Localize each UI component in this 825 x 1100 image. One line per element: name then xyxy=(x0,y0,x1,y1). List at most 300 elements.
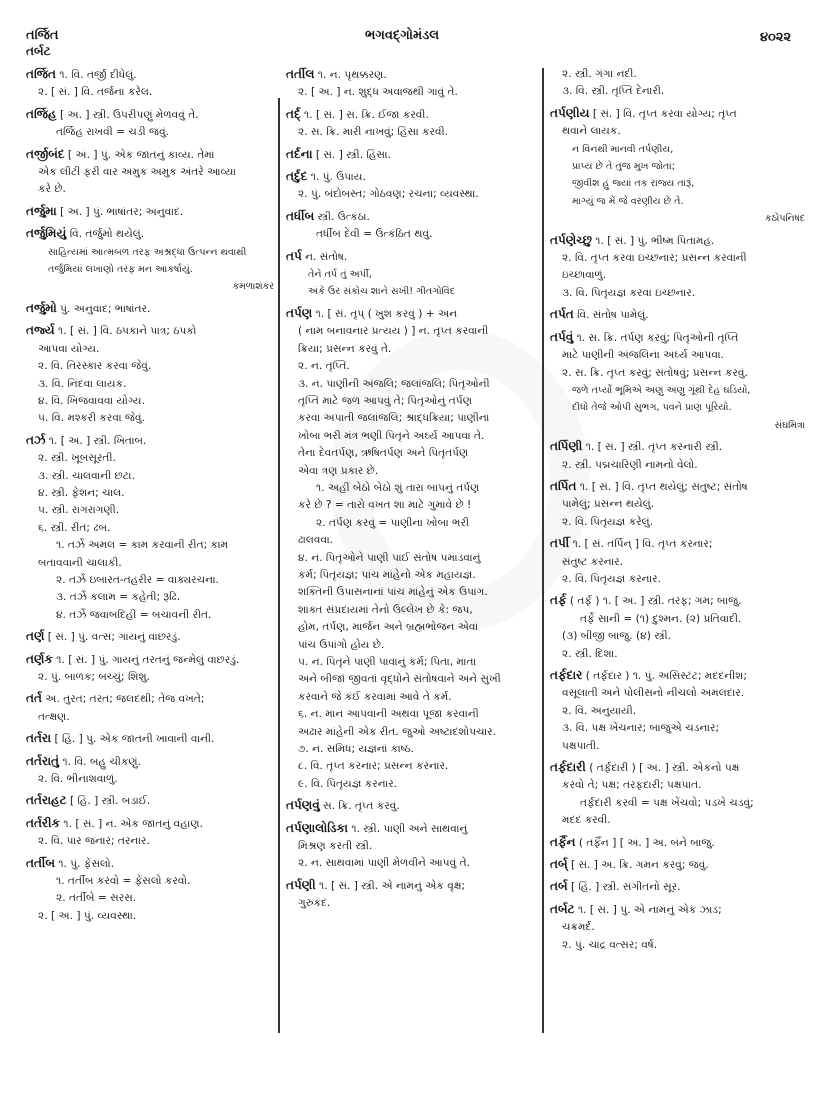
headword: તર્પણી xyxy=(286,877,316,892)
definition-text: ૨. સ્ત્રી. દિશા. xyxy=(562,647,618,660)
definition-text: ૨. વિ. ભીનાશવાળું. xyxy=(38,773,118,786)
dictionary-entry xyxy=(550,306,805,324)
definition-text: ૧. [ સં. ] વિ. ઠપકાને પાત્ર; ઠપકો xyxy=(58,325,197,338)
definition-text: ૨. [ સં. ] વિ. તર્જના કરેલ. xyxy=(38,86,153,99)
headword: તર્તીલ xyxy=(286,67,315,81)
definition-text: ૨. તર્ઝે ઇબારત-તહરીર = વાક્યરચના. xyxy=(56,573,219,586)
definition-line xyxy=(550,878,805,896)
definition-text: કરવાને જે કંઈ કરવામાં આવે તે કર્મ. xyxy=(298,690,452,703)
dictionary-entry xyxy=(550,834,805,852)
definition-line xyxy=(550,514,805,531)
definition-line xyxy=(26,730,274,748)
definition-line xyxy=(286,895,536,912)
definition-text: તર્જિહ રાખવી = ચડી જવું. xyxy=(56,126,170,139)
quotation-line xyxy=(550,141,805,158)
definition-line xyxy=(286,445,536,462)
definition-line xyxy=(550,496,805,513)
definition-line xyxy=(26,358,274,375)
definition-line xyxy=(26,410,274,427)
definition-text: જળે તર્પ્યો ભૂમિએ અણુ અણુ ગૂંથી દેહ ઘડિયો, xyxy=(572,384,751,396)
definition-line xyxy=(286,550,536,567)
definition-line xyxy=(26,225,274,243)
quotation-line xyxy=(550,399,805,416)
headword: તર્તરાહટ xyxy=(26,793,67,808)
definition-line xyxy=(550,66,805,83)
definition-line xyxy=(286,66,536,84)
definition-line xyxy=(26,855,274,873)
headword: તર્દના xyxy=(286,146,313,161)
headword: તર્ણક xyxy=(26,651,53,666)
definition-line xyxy=(550,457,805,474)
definition-text: કમળાશંકર xyxy=(232,281,274,293)
definition-text: કરે છે ? = તારો વખત શા માટે ગુમાવે છે ! xyxy=(298,499,472,512)
definition-line xyxy=(26,341,274,358)
definition-text: ૫. સ્ત્રી. રાગરાગણી. xyxy=(38,504,120,517)
definition-text: ૧. [ સં. ] સ્ત્રી. એ નામનું એક વૃક્ષ; xyxy=(319,879,466,892)
definition-line xyxy=(286,724,536,741)
definition-text: ૩. તર્ઝે કલામ = કહેતી; રૂઢિ. xyxy=(56,591,181,604)
dictionary-entry xyxy=(26,855,274,926)
headword: તર્જિત xyxy=(26,67,56,81)
dictionary-entry xyxy=(26,753,274,789)
definition-line xyxy=(286,358,536,375)
definition-text: તત્ક્ષણ. xyxy=(38,710,70,723)
definition-text: ૧. [ સં. ] સ્ત્રી. તૃપ્ત કરનારી સ્ત્રી. xyxy=(585,441,723,454)
definition-text: કરે છે. xyxy=(38,183,66,196)
definition-text: ૨. તર્તીબે = સરસ. xyxy=(56,892,137,905)
definition-text: પામેલું; પ્રસન્ન થયેલું. xyxy=(562,498,655,511)
dictionary-entry xyxy=(26,106,274,142)
definition-text: સંઘમિત્રા xyxy=(774,419,805,431)
headword: તર્તીબ xyxy=(26,855,55,870)
citation xyxy=(550,210,805,227)
definition-line xyxy=(26,792,274,810)
definition-text: તેને તર્પ તું અર્પી, xyxy=(308,269,372,281)
definition-line xyxy=(550,834,805,852)
page-title: ભગવદ્ગોમંડલ xyxy=(365,28,440,43)
dictionary-entry xyxy=(286,877,536,913)
definition-text: સંતુષ્ટ કરનાર. xyxy=(562,555,624,568)
definition-text: ૨. વિ. તૃપ્ત કરવા ઇચ્છનાર; પ્રસન્ન કરવાની xyxy=(562,252,747,265)
definition-text: [ અ. ] સ્ત્રી. ઉપરીપણું મેળવવું તે. xyxy=(59,108,199,121)
definition-line xyxy=(26,572,274,589)
definition-line xyxy=(26,106,274,124)
definition-text: તર્જુમિયાં લખાણો તરફ મન આકર્ષાયું. xyxy=(48,264,193,276)
definition-text: શાક્ત સંપ્રદાયમાં તેનો ઉલ્લેખ છે કે: જપ, xyxy=(298,603,473,616)
quotation-line xyxy=(26,261,274,278)
definition-line xyxy=(550,611,805,628)
headword: તર્ધીબ xyxy=(286,208,315,223)
definition-text: અ. તુરત; તરત; જલદથી; તેજ વખતે; xyxy=(45,693,205,706)
definition-line xyxy=(26,771,274,788)
definition-line xyxy=(550,812,805,829)
headword: તર્પી xyxy=(550,536,570,551)
definition-text: ૨. વિ. અનુયાયી. xyxy=(562,704,637,717)
definition-text: ૪. વિ. ખિજવાવવા યોગ્ય. xyxy=(38,394,145,407)
definition-text: દીધો તેજે ઓપી સુભગ, પવને પ્રાણ પૂરિયો. xyxy=(572,402,732,414)
quotation-line xyxy=(550,158,805,175)
definition-text: ઇચ્છાવાળું. xyxy=(562,269,607,282)
definition-text: ક્રિયા; પ્રસન્ન કરવું તે. xyxy=(298,342,392,355)
definition-line xyxy=(26,753,274,771)
definition-text: (૩) બીજી બાજુ. (૪) સ્ત્રી. xyxy=(562,630,672,643)
definition-text: વસૂલાતી અને પોલીસનો નીચલો અમલદાર. xyxy=(562,687,745,700)
definition-line xyxy=(26,203,274,221)
definition-line xyxy=(26,468,274,485)
definition-line xyxy=(26,628,274,646)
dictionary-entry xyxy=(550,856,805,874)
definition-text: ૩. ન. પાણીની અંજલિ; જલાંજલિ; પિતૃઓની xyxy=(298,377,490,390)
definition-text: ( તર્ફદારી ) [ અ. ] સ્ત્રી. એકનો પક્ષ xyxy=(589,762,740,775)
definition-text: ૨. ન. તૃપ્તિ. xyxy=(298,360,350,373)
definition-text: ૨. વિ. તિરસ્કાર કરવા જેવું. xyxy=(38,360,152,373)
definition-text: સાહિત્યમાં આત્મબળ તરફ અશ્રદ્ધા ઉત્પન્ન થવાથી xyxy=(48,246,247,258)
definition-text: આપવા યોગ્ય. xyxy=(38,342,100,355)
dictionary-entry xyxy=(26,146,274,199)
definition-text: ( તર્ફદાર ) ૧. પું. અસિસ્ટંટ; મદદનીશ; xyxy=(585,670,747,682)
definition-line xyxy=(550,438,805,456)
definition-line xyxy=(550,646,805,663)
definition-line xyxy=(286,877,536,895)
definition-line xyxy=(286,393,536,410)
definition-line xyxy=(550,795,805,812)
definition-line xyxy=(550,738,805,755)
definition-line xyxy=(550,592,805,610)
dictionary-entry xyxy=(286,146,536,164)
definition-line xyxy=(286,323,536,340)
definition-line xyxy=(286,758,536,775)
headword: તર્જુમિયું xyxy=(26,226,67,241)
definition-text: અંકે ઉર સંકોચ શાને સખી! ગીતગોવિંદ xyxy=(308,286,456,298)
definition-text: ૧. [ સં. ] ન. એક જાતનું વહાણ. xyxy=(63,817,204,830)
headword: તર્પિણી xyxy=(550,439,583,454)
definition-line xyxy=(286,797,536,815)
definition-line xyxy=(286,602,536,619)
definition-line xyxy=(550,667,805,685)
definition-text: વિ. સંતોષ પામેલું. xyxy=(577,309,649,322)
dictionary-entry xyxy=(550,478,805,531)
definition-text: અને બીજાં જીવતાં વૃદ્ધોને સંતોષવાને અને સુખી xyxy=(298,673,501,686)
definition-text: ૧. સ્ત્રી. પાણી અને સાથવાનું xyxy=(351,822,468,835)
definition-line xyxy=(26,537,274,554)
definition-text: ૫. ન. પિતૃને પાણી પાવાનું કર્મ; પિતા, માતા xyxy=(298,656,477,668)
definition-text: ૨. પું. બંદોબસ્ત; ગોઠવણ; રચના; વ્યવસ્થા. xyxy=(298,188,479,201)
definition-text: ૧. [ સં. તૃપ્ ( ખુશ કરવું ) + અન xyxy=(315,307,458,320)
quotation-line xyxy=(286,283,536,300)
citation xyxy=(550,417,805,434)
guide-word-bottom: તર્બટ xyxy=(26,44,51,58)
dictionary-entry xyxy=(26,792,274,810)
dictionary-entry xyxy=(286,248,536,301)
headword: તર્પણેચ્છુ xyxy=(550,232,592,247)
definition-line xyxy=(26,833,274,850)
definition-line xyxy=(286,226,536,243)
guide-word-top: તર્જિત xyxy=(26,28,59,43)
definition-line xyxy=(286,84,536,101)
definition-line xyxy=(286,654,536,671)
definition-line xyxy=(26,555,274,572)
definition-text: ( નામ બનાવનાર પ્રત્યય ) ] ન. તૃપ્ત કરવાની xyxy=(298,325,489,338)
definition-line xyxy=(26,164,274,181)
dictionary-entry xyxy=(26,225,274,296)
definition-text: પ્રાપ્ય છે તે તુજ મુખ જોતાં; xyxy=(572,161,675,173)
definition-text: ૪. તર્ઝે જવાબદિહી = બચાવની રીત. xyxy=(56,608,212,621)
definition-text: શક્તિની ઉપાસનાનાં પાંચ માંહેનું એક ઉપાંગ. xyxy=(298,586,488,599)
definition-line xyxy=(26,450,274,467)
definition-line xyxy=(550,123,805,140)
definition-text: ૨. પું. બાળક; બચ્ચું; શિશુ. xyxy=(38,671,151,683)
definition-text: ૨. પું. ચાંદ્ર વત્સર; વર્ષ. xyxy=(562,938,658,951)
definition-line xyxy=(286,410,536,427)
definition-text: [ સં. ] વિ. તૃપ્ત કરવા યોગ્ય; તૃપ્ત xyxy=(592,107,737,120)
definition-line xyxy=(26,432,274,450)
headword: તર્પણવું xyxy=(286,798,320,813)
definition-line xyxy=(26,815,274,833)
definition-line xyxy=(550,478,805,496)
definition-text: હોમ, તર્પણ, માર્જન અને બ્રહ્મભોજન એવાં xyxy=(298,621,479,634)
definition-line xyxy=(550,685,805,702)
dictionary-entry xyxy=(26,628,274,646)
headword: તર્તરાતું xyxy=(26,753,60,768)
definition-line xyxy=(550,285,805,302)
headword: તર્ફૈન xyxy=(550,834,576,849)
definition-line xyxy=(550,535,805,553)
definition-text: સ. ક્રિ. તૃપ્ત કરવું. xyxy=(323,800,400,813)
column-3 xyxy=(550,66,805,958)
definition-line xyxy=(26,66,274,84)
definition-text: ૧. અહીં બેઠો બેઠો શું તારા બાપનું તર્પણ xyxy=(316,481,480,494)
dictionary-entry xyxy=(550,901,805,954)
definition-text: પું. અનુવાદ; ભાષાંતર. xyxy=(60,302,151,315)
dictionary-entry xyxy=(550,592,805,663)
page-number: ૪૦૨૨ xyxy=(760,30,792,45)
definition-text: ૨. વિ. પાર જનાર; તરનાર. xyxy=(38,835,150,848)
definition-line xyxy=(286,497,536,514)
definition-line xyxy=(286,619,536,636)
dictionary-entry xyxy=(26,730,274,748)
definition-text: મિશ્રણ કરતી સ્ત્રી. xyxy=(298,840,373,853)
headword: તર્પ xyxy=(286,248,302,263)
definition-text: ૮. વિ. તૃપ્ત કરનાર; પ્રસન્ન કરનાર. xyxy=(298,760,449,773)
citation xyxy=(26,278,274,295)
definition-line xyxy=(550,628,805,645)
headword: તર્પણીય xyxy=(550,105,590,120)
definition-text: ૨. વિ. પિતૃયજ્ઞ કરનાર. xyxy=(562,572,662,585)
definition-text: ૨. સ્ત્રી. ગંગા નદી. xyxy=(562,68,637,80)
definition-text: ૩. વિ. પક્ષ ખેંચનાર; બાજુએ ચડનાર; xyxy=(562,722,720,735)
definition-line xyxy=(550,83,805,100)
headword: તર્ઝ xyxy=(26,432,46,447)
definition-line xyxy=(26,502,274,519)
headword: તર્તરા xyxy=(26,731,52,746)
definition-line xyxy=(286,741,536,758)
headword: તર્ત xyxy=(26,691,42,706)
definition-line xyxy=(286,106,536,124)
definition-line xyxy=(26,376,274,393)
dictionary-entry xyxy=(26,66,274,102)
dictionary-entry xyxy=(550,329,805,434)
definition-text: કરવો તે; પક્ષ; તરફદારી; પક્ષપાત. xyxy=(562,779,702,792)
definition-line xyxy=(26,300,274,318)
definition-text: કર્મ; પિતૃયજ્ઞ; પાંચ માંહેનો એક મહાયજ્ઞ. xyxy=(298,568,476,581)
definition-line xyxy=(286,671,536,688)
definition-line xyxy=(26,146,274,164)
headword: તર્જીબંદ xyxy=(26,146,65,161)
definition-text: ૨. ન. સાથવામાં પાણી મેળવીને આપવું તે. xyxy=(298,857,470,870)
definition-line xyxy=(550,232,805,250)
definition-text: એવા ત્રણ પ્રકાર છે. xyxy=(298,464,379,477)
definition-text: [ સં. ] અ. ક્રિ. ગમન કરવું; જવું. xyxy=(570,859,709,872)
definition-text: ૯. વિ. પિતૃયજ્ઞ કરનાર. xyxy=(298,777,398,790)
definition-text: [ અ. ] પું. એક જાતનું કાવ્ય. તેમાં xyxy=(67,148,215,161)
definition-line xyxy=(26,873,274,890)
definition-text: થવાને લાયક. xyxy=(562,125,621,138)
headword: તર્ફદારી xyxy=(550,760,586,775)
definition-line xyxy=(26,485,274,502)
definition-text: તેના દેવતર્પણ, ઋષિતર્પણ અને પિતૃતર્પણ xyxy=(298,447,469,460)
definition-text: ગુરુકંદ. xyxy=(298,897,331,910)
definition-text: વિ. તર્જુમો થયેલું. xyxy=(69,228,145,241)
dictionary-entry xyxy=(550,232,805,303)
definition-text: ૨. [ અ. ] પું. વ્યવસ્થા. xyxy=(38,909,137,922)
definition-text: ૨. સ. ક્રિ. તૃપ્ત કરવું; સંતોષવું; પ્રસન્ન કરવું. xyxy=(562,366,748,379)
definition-text: [ હિં. ] સ્ત્રી. બડાઈ. xyxy=(69,795,151,808)
definition-text: અઢાર માંહેની એક રીત. જુઓ અષ્ટાદશોપચાર. xyxy=(298,725,496,738)
definition-text: મદદ કરવી. xyxy=(562,814,611,827)
definition-line xyxy=(286,186,536,203)
definition-line xyxy=(286,776,536,793)
definition-line xyxy=(26,669,274,686)
definition-line xyxy=(286,376,536,393)
definition-line xyxy=(26,908,274,925)
headword: તર્જિહ xyxy=(26,106,57,121)
dictionary-entry xyxy=(550,667,805,755)
definition-text: ૨. વિ. પિતૃયજ્ઞ કરેલું. xyxy=(562,515,654,528)
dictionary-entry xyxy=(286,106,536,142)
definition-text: ૧. પું. ઉપાય. xyxy=(310,171,366,184)
headword: તર્પવું xyxy=(550,329,574,344)
definition-line xyxy=(286,706,536,723)
dictionary-entry xyxy=(26,432,274,624)
definition-text: ૧. [ સં. ] પું. ભીષ્મ પિતામહ. xyxy=(595,234,715,247)
quotation-line xyxy=(550,175,805,192)
definition-text: ૩. વિ. પિતૃયજ્ઞ કરવા ઇચ્છનાર. xyxy=(562,286,696,299)
dictionary-entry xyxy=(286,820,536,873)
headword: તર્દ્ xyxy=(286,106,301,121)
definition-text: તર્ફદારી કરવી = પક્ષ ખેંચવો; પડખે ચડવું; xyxy=(580,796,754,809)
definition-line xyxy=(286,305,536,323)
dictionary-entry xyxy=(286,168,536,204)
definition-line xyxy=(26,690,274,708)
page-header xyxy=(0,0,825,60)
headword: તર્તરીક xyxy=(26,815,61,830)
definition-line xyxy=(286,146,536,164)
quotation-line xyxy=(550,193,805,210)
definition-text: ૨. સ્ત્રી. પદ્મચારિણી નામનો વેલો. xyxy=(562,458,698,471)
definition-text: ન વિનથી માનવી તર્પણીય, xyxy=(572,143,674,155)
definition-line xyxy=(26,84,274,101)
definition-text: ૧. [ સં. તર્પિન્ ] વિ. તૃપ્ત કરનાર; xyxy=(572,538,713,551)
definition-line xyxy=(550,554,805,571)
definition-text: માટે પાણીની અંજલિના અર્ઘ્ય આપવા. xyxy=(562,349,724,362)
definition-line xyxy=(286,428,536,445)
headword: તર્ણ xyxy=(26,629,45,644)
headword: તર્પિત xyxy=(550,478,577,493)
definition-line xyxy=(550,777,805,794)
dictionary-entry xyxy=(550,878,805,896)
definition-text: તર્ફે સાની = (૧) દુશ્મન. (૨) પ્રતિવાદી. xyxy=(580,612,742,625)
definition-text: ૨. સ. ક્રિ. મારી નાખવું; હિંસા કરવી. xyxy=(298,126,448,139)
definition-text: એક લીટી ફરી વાર અમુક અમુક અંતરે આવ્યા xyxy=(38,166,236,179)
column-divider xyxy=(542,68,544,1033)
headword: તર્પત xyxy=(550,307,574,322)
definition-text: તૃપ્તિ માટે જળ આપવું તે; પિતૃઓનું તર્પણ xyxy=(298,394,472,407)
dictionary-entry xyxy=(26,300,274,318)
definition-text: ૧. [ સં. ] સ. ક્રિ. ઈજા કરવી. xyxy=(304,108,429,121)
definition-text: ૧. પું. ફેંસલો. xyxy=(58,857,115,870)
definition-line xyxy=(286,584,536,601)
definition-text: ૧. [ સં. ] પું. એ નામનું એક ઝાડ; xyxy=(577,903,722,916)
definition-line xyxy=(550,703,805,720)
definition-line xyxy=(550,267,805,284)
definition-text: ૫. વિ. મશ્કરી કરવા જેવું. xyxy=(38,412,145,425)
definition-line xyxy=(550,306,805,324)
headword: તર્પણ xyxy=(286,305,313,320)
definition-line xyxy=(550,759,805,777)
definition-line xyxy=(26,589,274,606)
definition-text: પક્ષપાતી. xyxy=(562,739,600,752)
definition-line xyxy=(26,124,274,141)
definition-line xyxy=(550,901,805,919)
headword: તર્બટ xyxy=(550,901,575,916)
definition-text: ૪. ન. પિતૃઓને પાણી પાઈ સંતોષ પમાડવાનું xyxy=(298,551,481,564)
definition-text: ૩. સ્ત્રી. ચાલવાની છટા. xyxy=(38,469,135,482)
definition-line xyxy=(550,329,805,347)
dictionary-entry xyxy=(286,66,536,102)
definition-text: માગ્યું જ મેં જે વરણીય છે તે. xyxy=(572,195,684,207)
definition-text: ૩. વિ. સ્ત્રી. તૃપ્તિ દેનારી. xyxy=(562,85,665,98)
dictionary-entry xyxy=(286,797,536,815)
headword: તર્ફદાર xyxy=(550,668,583,682)
definition-line xyxy=(26,890,274,907)
definition-text: ૧. તર્તીબ કરવો = ફેંસલો કરવો. xyxy=(56,875,191,888)
definition-text: ૨. તર્પણ કરવું = પાણીના ખોબા ભરી xyxy=(316,516,470,529)
definition-text: ન. સંતોષ. xyxy=(305,250,348,263)
definition-text: ચક્રમર્દ. xyxy=(562,921,595,934)
definition-line xyxy=(550,347,805,364)
dictionary-entry xyxy=(550,535,805,588)
dictionary-entry xyxy=(550,105,805,228)
definition-text: ૨. [ અ. ] ન. શુદ્ધ અવાજથી ગાવું તે. xyxy=(298,86,458,99)
definition-text: ૧. વિ. બહુ ચીકણું. xyxy=(62,755,142,768)
headword: તર્પણાલોડિકા xyxy=(286,820,348,835)
definition-line xyxy=(26,607,274,624)
definition-text: ૧. [ સં. ] વિ. તૃપ્ત થયેલું; સંતુષ્ટ; સંતોષ xyxy=(579,480,748,493)
headword: તર્દુદ xyxy=(286,169,308,184)
definition-line xyxy=(550,250,805,267)
definition-text: તર્ધીબ દેવી = ઉત્કંઠિત થવું. xyxy=(316,228,433,241)
definition-line xyxy=(286,637,536,654)
quotation-line xyxy=(26,244,274,261)
dictionary-entry xyxy=(26,815,274,851)
definition-text: ૪. સ્ત્રી. ફેશન; ચાલ. xyxy=(38,486,125,499)
definition-text: [ અ. ] પું. ભાષાંતર; અનુવાદ. xyxy=(60,205,184,218)
definition-line xyxy=(286,124,536,141)
definition-line xyxy=(286,689,536,706)
quotation-line xyxy=(550,382,805,399)
definition-line xyxy=(26,322,274,340)
definition-text: ( તર્ફ ) ૧. [ અ. ] સ્ત્રી. તરફ; ગમ; બાજુ. xyxy=(569,595,742,608)
